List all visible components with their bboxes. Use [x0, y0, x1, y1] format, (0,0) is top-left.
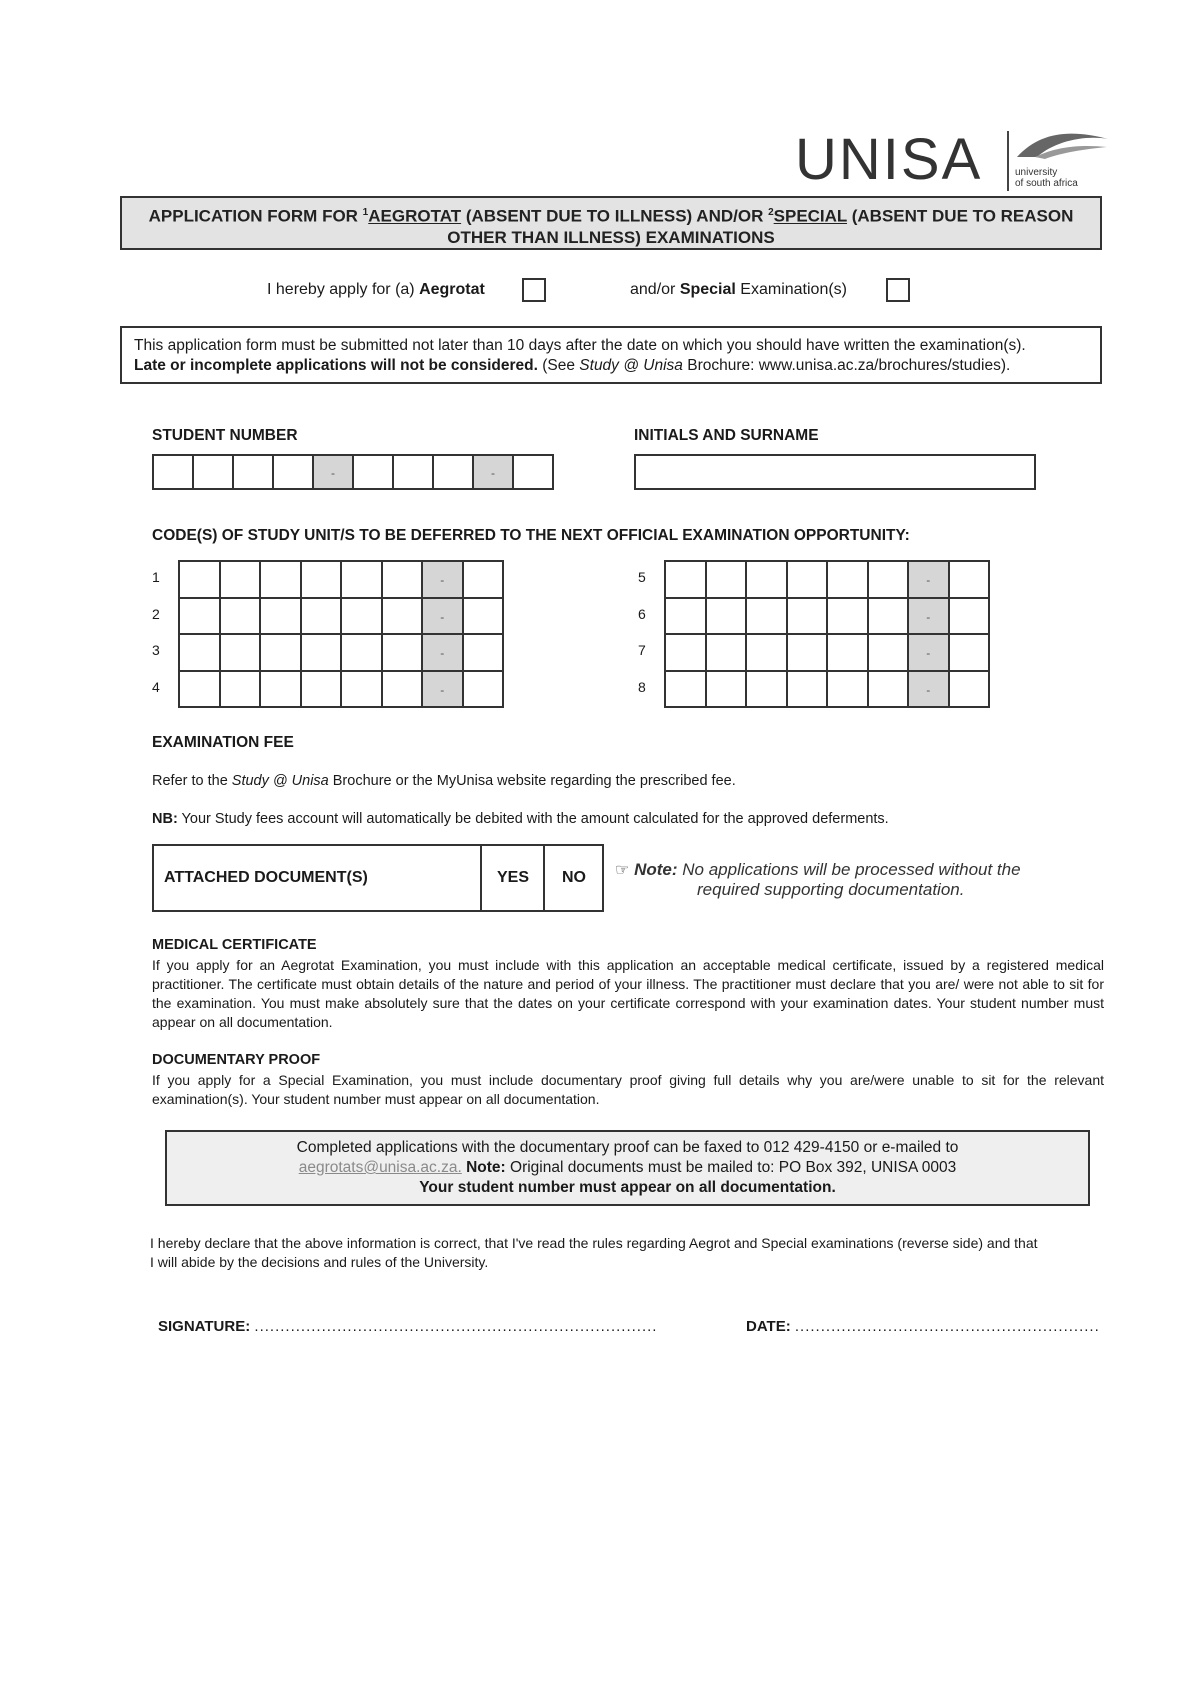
study-code-cell[interactable] — [381, 633, 424, 672]
study-code-cell[interactable] — [826, 670, 869, 709]
study-code-separator: - — [907, 670, 950, 709]
study-code-separator: - — [421, 597, 464, 636]
title-aegrotat: AEGROTAT — [368, 206, 462, 226]
form-title-line2: OTHER THAN ILLNESS) EXAMINATIONS — [447, 227, 775, 247]
study-code-cell[interactable] — [664, 670, 707, 709]
study-code-row-number: 5 — [638, 569, 646, 585]
title-part1: APPLICATION FORM FOR — [148, 206, 363, 226]
student-number-label: STUDENT NUMBER — [152, 427, 298, 444]
study-code-cell[interactable] — [826, 633, 869, 672]
pointing-hand-icon: ☞ — [615, 862, 630, 879]
student-number-digit[interactable] — [192, 454, 234, 490]
date-label: DATE: — [746, 1318, 791, 1335]
infobox-note-label: Note: — [461, 1159, 506, 1176]
logo-swoosh-icon — [1015, 127, 1110, 165]
student-number-digit[interactable] — [272, 454, 314, 490]
study-code-cell[interactable] — [178, 670, 221, 709]
documentary-proof-text: If you apply for a Special Examination, you must include documentary proof giving full details why you are/were unable to sit for the relevant examination(s). Your student number must appear on all documentation. — [152, 1072, 1104, 1107]
fee-nb-text — [152, 810, 889, 829]
apply-aegrotat: Aegrotat — [419, 281, 485, 298]
study-code-cell[interactable] — [462, 633, 505, 672]
study-code-separator: - — [907, 633, 950, 672]
study-code-separator: - — [907, 597, 950, 636]
study-code-row-number: 3 — [152, 642, 160, 658]
logo-subtitle-line1: university — [1015, 167, 1058, 178]
logo-divider — [1007, 131, 1009, 191]
study-code-cell[interactable] — [381, 670, 424, 709]
study-code-cell[interactable] — [745, 560, 788, 599]
study-code-cell[interactable] — [219, 560, 262, 599]
title-special: SPECIAL — [773, 206, 848, 226]
aegrotats-email-link[interactable]: aegrotats@unisa.ac.za. — [298, 1159, 462, 1176]
signature-line: .............................................................................. — [254, 1318, 658, 1335]
study-code-cell[interactable] — [664, 560, 707, 599]
student-number-separator: - — [312, 454, 354, 490]
student-number-digit[interactable] — [432, 454, 474, 490]
study-code-cell[interactable] — [259, 633, 302, 672]
study-code-cell[interactable] — [948, 633, 991, 672]
study-code-separator: - — [421, 560, 464, 599]
infobox-address: Original documents must be mailed to: PO Box 392, UNISA 0003 — [505, 1159, 957, 1176]
study-code-cell[interactable] — [826, 597, 869, 636]
infobox-line3: Your student number must appear on all documentation. — [419, 1179, 836, 1196]
study-codes-grid-right — [636, 560, 996, 706]
study-code-cell[interactable] — [381, 560, 424, 599]
student-number-digit[interactable] — [232, 454, 274, 490]
study-code-cell[interactable] — [300, 560, 343, 599]
student-number-field[interactable] — [152, 454, 554, 490]
medical-certificate-heading: MEDICAL CERTIFICATE — [152, 937, 317, 953]
study-code-cell[interactable] — [259, 560, 302, 599]
form-title-line1 — [122, 202, 1100, 227]
study-code-cell[interactable] — [745, 670, 788, 709]
study-code-cell[interactable] — [219, 597, 262, 636]
study-codes-label: CODE(S) OF STUDY UNIT/S TO BE DEFERRED TO THE NEXT OFFICIAL EXAMINATION OPPORTUNITY: — [152, 527, 910, 544]
study-code-cell[interactable] — [948, 670, 991, 709]
study-code-cell[interactable] — [462, 560, 505, 599]
student-number-digit[interactable] — [392, 454, 434, 490]
attached-documents-label: ATTACHED DOCUMENT(S) — [164, 869, 368, 886]
study-code-cell[interactable] — [745, 633, 788, 672]
student-number-digit[interactable] — [512, 454, 554, 490]
logo-wordmark: UNISA — [795, 127, 983, 192]
study-code-cell[interactable] — [381, 597, 424, 636]
study-code-cell[interactable] — [259, 670, 302, 709]
study-code-cell[interactable] — [664, 633, 707, 672]
study-code-cell[interactable] — [664, 597, 707, 636]
apply-special-label — [630, 281, 847, 299]
study-code-cell[interactable] — [948, 560, 991, 599]
note-text-line2: required supporting documentation. — [697, 880, 965, 899]
attached-documents-table — [152, 844, 604, 912]
attached-no-option[interactable]: NO — [562, 869, 586, 886]
signature-label: SIGNATURE: — [158, 1318, 251, 1335]
study-code-cell[interactable] — [178, 633, 221, 672]
infobox-line1: Completed applications with the documentary proof can be faxed to 012 429-4150 or e-mailed to — [296, 1139, 959, 1156]
study-code-cell[interactable] — [786, 560, 829, 599]
submission-notice — [120, 326, 1102, 384]
logo-subtitle-line2: of south africa — [1015, 178, 1078, 189]
initials-surname-input[interactable] — [634, 454, 1036, 490]
study-code-cell[interactable] — [867, 670, 910, 709]
apply-andor: and/or — [630, 281, 680, 298]
date-field[interactable] — [746, 1318, 1100, 1335]
study-code-cell[interactable] — [705, 670, 748, 709]
initials-surname-label: INITIALS AND SURNAME — [634, 427, 819, 444]
logo-subtitle — [1015, 167, 1078, 189]
study-code-cell[interactable] — [259, 597, 302, 636]
date-line: ........................................................... — [794, 1318, 1100, 1335]
notice-line1: This application form must be submitted not later than 10 days after the date on which you should have written the examination(s). — [134, 337, 1026, 354]
study-code-cell[interactable] — [867, 597, 910, 636]
title-sup1: 1 — [362, 207, 369, 218]
study-code-cell[interactable] — [340, 633, 383, 672]
notice-url: Brochure: www.unisa.ac.za/brochures/studies). — [682, 357, 1011, 374]
title-part2: (ABSENT DUE TO ILLNESS) AND/OR — [461, 206, 769, 226]
study-code-cell[interactable] — [948, 597, 991, 636]
note-text-line1: No applications will be processed without the — [677, 860, 1021, 879]
attached-yes-option[interactable]: YES — [496, 869, 529, 886]
study-code-row-number: 8 — [638, 678, 646, 695]
study-code-cell[interactable] — [219, 670, 262, 709]
fee-reference-text — [152, 772, 736, 791]
title-part3: (ABSENT DUE TO REASON — [847, 206, 1074, 226]
study-code-cell[interactable] — [340, 670, 383, 709]
submission-info-box — [165, 1130, 1090, 1206]
study-code-separator: - — [421, 633, 464, 672]
apply-lead: I hereby apply for (a) — [267, 281, 420, 298]
study-code-cell[interactable] — [786, 597, 829, 636]
medical-certificate-text: If you apply for an Aegrotat Examination, you must include with this application an acceptable medical certificate, issued by a registered medical practitioner. The certificate must obtain details of the nature and period of your illness. The practitioner must declare that you are/ were not able to sit for the examination. You must make absolutely sure that the dates on your certificate correspond with your examination dates. Your student number must appear on all documentation. — [152, 957, 1104, 1030]
study-code-cell[interactable] — [300, 670, 343, 709]
note-label: Note: — [634, 860, 678, 879]
student-number-separator: - — [472, 454, 514, 490]
study-code-cell[interactable] — [705, 597, 748, 636]
study-code-separator: - — [907, 560, 950, 599]
study-code-cell[interactable] — [786, 670, 829, 709]
study-code-cell[interactable] — [300, 597, 343, 636]
study-code-cell[interactable] — [867, 633, 910, 672]
apply-special: Special — [679, 281, 736, 298]
notice-warning: Late or incomplete applications will not be considered. — [134, 357, 538, 374]
study-code-cell[interactable] — [178, 597, 221, 636]
study-code-cell[interactable] — [705, 560, 748, 599]
study-code-cell[interactable] — [340, 597, 383, 636]
study-code-cell[interactable] — [462, 670, 505, 709]
study-code-row-number: 7 — [638, 642, 646, 658]
study-code-cell[interactable] — [867, 560, 910, 599]
study-code-cell[interactable] — [300, 633, 343, 672]
study-code-cell[interactable] — [340, 560, 383, 599]
fee-study-title: Study @ Unisa — [231, 773, 329, 789]
study-code-cell[interactable] — [219, 633, 262, 672]
supporting-documentation-note — [615, 860, 1075, 899]
notice-see: (See — [537, 357, 580, 374]
title-sup2: 2 — [768, 207, 774, 218]
declaration-line2: I will abide by the decisions and rules of the University. — [150, 1254, 489, 1270]
fee-line-start: Refer to the — [152, 773, 232, 789]
study-code-cell[interactable] — [462, 597, 505, 636]
study-code-row-number: 4 — [152, 678, 160, 695]
study-code-row-number: 2 — [152, 605, 160, 622]
form-title — [120, 196, 1102, 250]
study-code-cell[interactable] — [178, 560, 221, 599]
fee-nb-label: NB: — [152, 811, 178, 827]
study-codes-grid-left — [150, 560, 510, 706]
study-code-row-number: 6 — [638, 605, 646, 622]
signature-field[interactable] — [158, 1318, 657, 1335]
documentary-proof-heading: DOCUMENTARY PROOF — [152, 1052, 321, 1068]
apply-aegrotat-label — [267, 281, 485, 299]
examination-fee-heading: EXAMINATION FEE — [152, 734, 294, 751]
fee-line-end: Brochure or the MyUnisa website regarding the prescribed fee. — [328, 773, 736, 789]
notice-study-title: Study @ Unisa — [579, 357, 683, 374]
study-code-separator: - — [421, 670, 464, 709]
study-code-cell[interactable] — [745, 597, 788, 636]
special-checkbox[interactable] — [886, 278, 910, 302]
notice-line2 — [134, 356, 1088, 376]
study-code-row-number: 1 — [152, 569, 160, 585]
declaration-line1: I hereby declare that the above information is correct, that I've read the rules regarding Aegrot and Special examinations (reverse side) and that — [150, 1235, 1038, 1251]
apply-exams: Examination(s) — [735, 281, 847, 298]
study-code-cell[interactable] — [786, 633, 829, 672]
fee-nb-body: Your Study fees account will automatically be debited with the amount calculated for the approved deferments. — [177, 811, 889, 827]
student-number-digit[interactable] — [352, 454, 394, 490]
student-number-digit[interactable] — [152, 454, 194, 490]
infobox-line2 — [167, 1158, 1088, 1178]
declaration-text — [150, 1234, 1110, 1272]
study-code-cell[interactable] — [705, 633, 748, 672]
unisa-logo — [795, 125, 1095, 195]
note-line1 — [615, 860, 1075, 880]
aegrotat-checkbox[interactable] — [522, 278, 546, 302]
study-code-cell[interactable] — [826, 560, 869, 599]
